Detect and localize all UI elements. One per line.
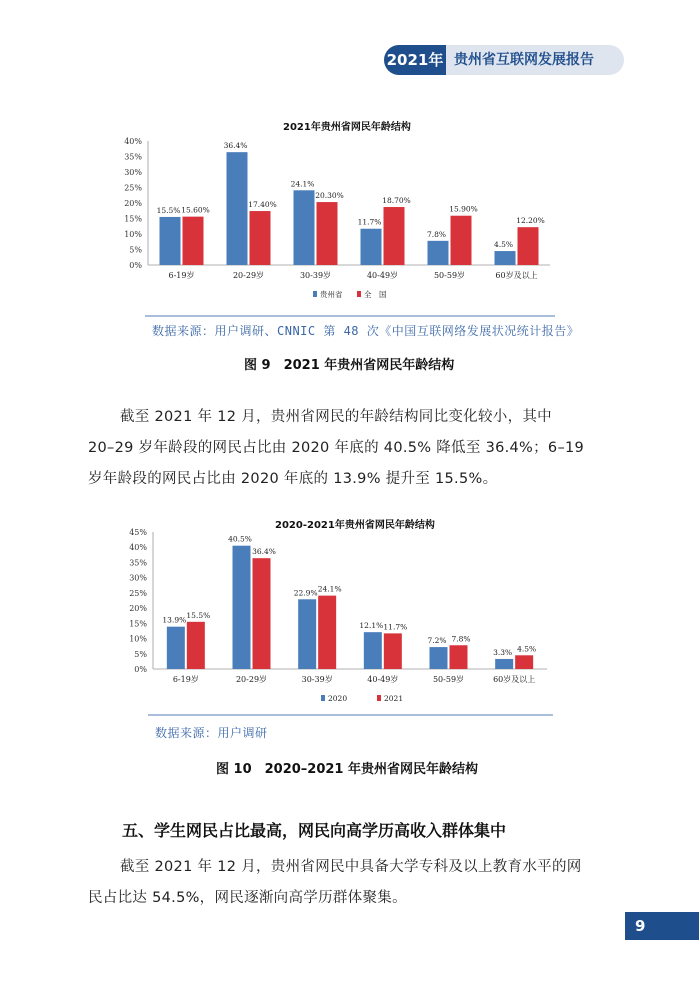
y-tick-label: 20% — [124, 199, 142, 208]
y-tick-label: 15% — [129, 619, 147, 629]
data-label: 13.9% — [162, 615, 187, 625]
x-tick-label: 40-49岁 — [367, 675, 399, 684]
bar-series2 — [451, 216, 472, 265]
bar-series2 — [318, 596, 336, 669]
y-tick-label: 40% — [129, 543, 147, 553]
legend-swatch — [377, 695, 381, 701]
data-label: 24.1% — [317, 584, 342, 594]
legend-label: 全 国 — [364, 290, 387, 299]
bar-series2 — [317, 202, 338, 265]
y-tick-label: 30% — [129, 573, 147, 583]
data-label: 4.5% — [493, 240, 514, 250]
bar-series1 — [298, 599, 316, 669]
x-tick-label: 50-59岁 — [432, 675, 465, 684]
bar-series1 — [294, 190, 315, 265]
report-title: 贵州省互联网发展报告 — [446, 45, 624, 75]
legend-swatch — [313, 291, 317, 297]
y-tick-label: 35% — [124, 152, 142, 162]
bar-series1 — [428, 241, 449, 265]
data-label: 36.4% — [252, 547, 276, 557]
data-label: 15.90% — [449, 204, 478, 214]
bar-series1 — [495, 659, 513, 669]
bar-series1 — [361, 229, 382, 265]
chart1-title: 2021年贵州省网民年龄结构 — [283, 122, 411, 133]
x-tick-label: 20-29岁 — [235, 675, 268, 684]
y-tick-label: 15% — [124, 214, 142, 224]
legend-swatch — [321, 695, 325, 701]
bar-series1 — [167, 627, 185, 669]
paragraph-1-line: 岁年龄段的网民占比由 2020 年底的 13.9% 提升至 15.5%。 — [88, 471, 498, 487]
legend-label: 2021 — [384, 694, 404, 703]
data-label: 3.3% — [493, 647, 513, 657]
page-number: 9 — [625, 912, 699, 940]
data-label: 4.5% — [517, 644, 537, 654]
chart2-title: 2020-2021年贵州省网民年龄结构 — [275, 520, 435, 531]
x-tick-label: 50-59岁 — [433, 271, 466, 280]
y-tick-label: 5% — [134, 649, 147, 659]
x-tick-label: 40-49岁 — [366, 271, 399, 280]
section-title: 五、学生网民占比最高，网民向高学历高收入群体集中 — [122, 821, 507, 840]
bar-series1 — [227, 152, 248, 265]
data-label: 22.9% — [293, 588, 318, 598]
legend-swatch — [357, 291, 361, 297]
x-tick-label: 20-29岁 — [232, 271, 265, 280]
y-tick-label: 25% — [124, 183, 142, 193]
y-tick-label: 20% — [129, 604, 147, 614]
y-tick-label: 30% — [124, 168, 142, 177]
paragraph-2-line: 截至 2021 年 12 月，贵州省网民中具备大学专科及以上教育水平的网 — [120, 859, 582, 875]
bar-series2 — [450, 645, 468, 669]
paragraph-1-line: 20–29 岁年龄段的网民占比由 2020 年底的 40.5% 降低至 36.4%；6–19 — [88, 440, 585, 456]
x-tick-label: 60岁及以上 — [493, 675, 536, 684]
chart1-divider — [145, 315, 555, 317]
bar-series1 — [430, 647, 448, 669]
legend-label: 2020 — [328, 694, 348, 703]
data-label: 40.5% — [228, 534, 252, 544]
paragraph-1-line: 截至 2021 年 12 月，贵州省网民的年龄结构同比变化较小，其中 — [120, 409, 552, 425]
legend-label: 贵州省 — [320, 290, 343, 299]
bar-series1 — [160, 217, 181, 265]
y-tick-label: 25% — [129, 588, 147, 598]
bar-series2 — [183, 217, 204, 265]
bar-series2 — [187, 622, 205, 669]
y-tick-label: 0% — [129, 261, 142, 270]
x-tick-label: 60岁及以上 — [495, 271, 538, 280]
data-label: 11.7% — [383, 622, 408, 632]
chart1-caption: 图 9 2021 年贵州省网民年龄结构 — [244, 358, 455, 373]
data-label: 7.2% — [427, 636, 447, 646]
y-tick-label: 45% — [129, 528, 147, 537]
x-tick-label: 6-19岁 — [172, 675, 199, 684]
data-label: 7.8% — [426, 229, 447, 239]
bar-series2 — [253, 558, 271, 669]
data-label: 12.1% — [359, 621, 384, 631]
chart2-bar-chart — [129, 528, 565, 708]
data-label: 15.5% — [186, 610, 211, 620]
y-tick-label: 0% — [134, 665, 147, 674]
data-label: 18.70% — [382, 196, 411, 206]
y-tick-label: 40% — [124, 137, 142, 146]
x-tick-label: 30-39岁 — [299, 271, 332, 280]
data-label: 15.5% — [156, 205, 181, 215]
x-tick-label: 30-39岁 — [301, 675, 333, 684]
bar-series2 — [384, 633, 402, 669]
report-year: 2021年 — [384, 45, 446, 75]
bar-series2 — [515, 655, 533, 669]
bar-series1 — [233, 546, 251, 669]
bar-series2 — [518, 227, 539, 265]
data-label: 15.60% — [181, 205, 210, 215]
bar-series1 — [364, 632, 382, 669]
chart1-bar-chart — [124, 132, 570, 307]
report-header-badge — [384, 45, 624, 75]
bar-series2 — [250, 211, 271, 265]
x-tick-label: 6-19岁 — [168, 271, 195, 280]
data-label: 7.8% — [451, 634, 471, 644]
data-label: 20.30% — [315, 191, 344, 201]
data-label: 36.4% — [223, 141, 248, 151]
data-label: 11.7% — [357, 217, 382, 227]
bar-series1 — [495, 251, 516, 265]
y-tick-label: 10% — [124, 230, 142, 239]
y-tick-label: 35% — [129, 558, 147, 568]
chart1-source: 数据来源：用户调研、CNNIC 第 48 次《中国互联网络发展状况统计报告》 — [152, 324, 580, 338]
chart2-source: 数据来源：用户调研 — [155, 726, 268, 740]
bar-series2 — [384, 207, 405, 265]
paragraph-2-line: 民占比达 54.5%，网民逐渐向高学历群体聚集。 — [88, 890, 407, 906]
paragraph-2 — [88, 852, 628, 914]
paragraph-1 — [88, 402, 628, 495]
data-label: 17.40% — [248, 200, 277, 210]
y-tick-label: 10% — [129, 634, 147, 644]
data-label: 12.20% — [516, 216, 545, 226]
chart2-divider — [148, 714, 553, 716]
chart2-caption: 图 10 2020–2021 年贵州省网民年龄结构 — [216, 762, 479, 777]
data-label: 24.1% — [290, 179, 315, 189]
y-tick-label: 5% — [129, 245, 142, 255]
